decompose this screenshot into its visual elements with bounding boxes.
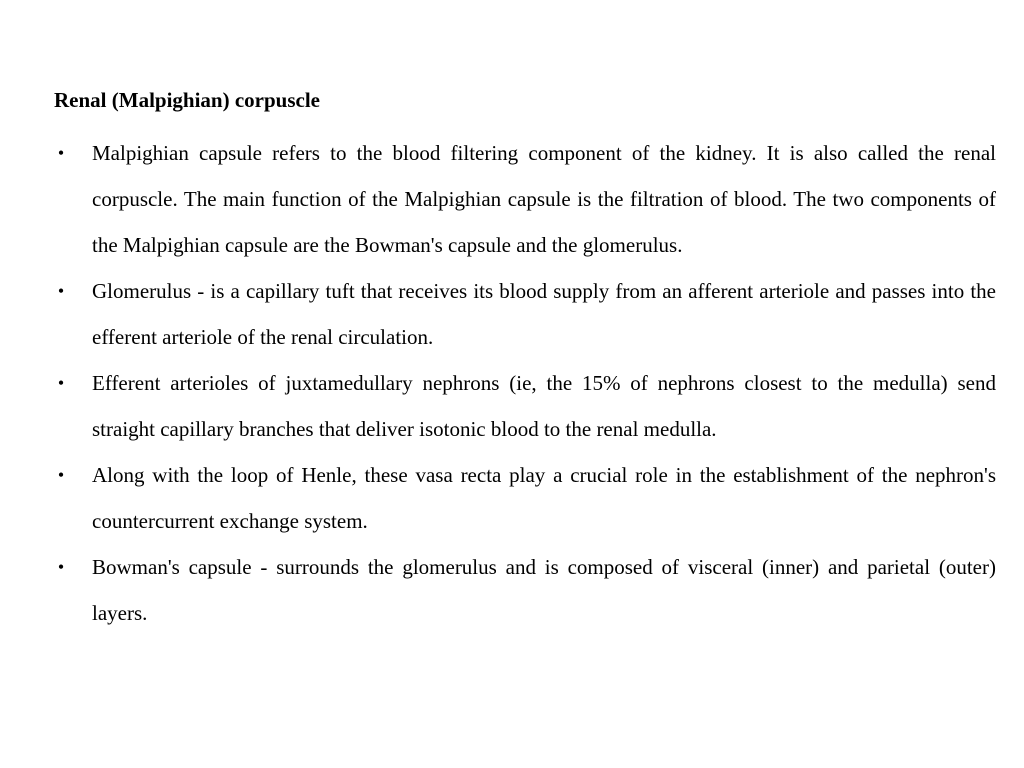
bullet-list	[54, 130, 996, 636]
bullet-icon: •	[57, 373, 65, 393]
bullet-icon: •	[57, 143, 65, 163]
bullet-text: Malpighian capsule refers to the blood filtering component of the kidney. It is also called the renal corpuscle. The main function of the Malpighian capsule is the filtration of blood. The two components of the Malpighian capsule are the Bowman's capsule and the glomerulus.	[92, 141, 996, 257]
bullet-item-malpighian-capsule	[54, 130, 996, 268]
bullet-item-vasa-recta	[54, 452, 996, 544]
bullet-icon: •	[57, 281, 65, 301]
bullet-text: Efferent arterioles of juxtamedullary nephrons (ie, the 15% of nephrons closest to the medulla) send straight capillary branches that deliver isotonic blood to the renal medulla.	[92, 371, 996, 441]
bullet-icon: •	[57, 557, 65, 577]
bullet-text: Along with the loop of Henle, these vasa recta play a crucial role in the establishment of the nephron's countercurrent exchange system.	[92, 463, 996, 533]
bullet-text: Glomerulus - is a capillary tuft that receives its blood supply from an afferent arteriole and passes into the efferent arteriole of the renal circulation.	[92, 279, 996, 349]
bullet-item-bowmans-capsule	[54, 544, 996, 636]
bullet-item-efferent-arterioles	[54, 360, 996, 452]
section-heading: Renal (Malpighian) corpuscle	[54, 88, 320, 112]
bullet-item-glomerulus	[54, 268, 996, 360]
bullet-text: Bowman's capsule - surrounds the glomerulus and is composed of visceral (inner) and parietal (outer) layers.	[92, 555, 996, 625]
bullet-icon: •	[57, 465, 65, 485]
